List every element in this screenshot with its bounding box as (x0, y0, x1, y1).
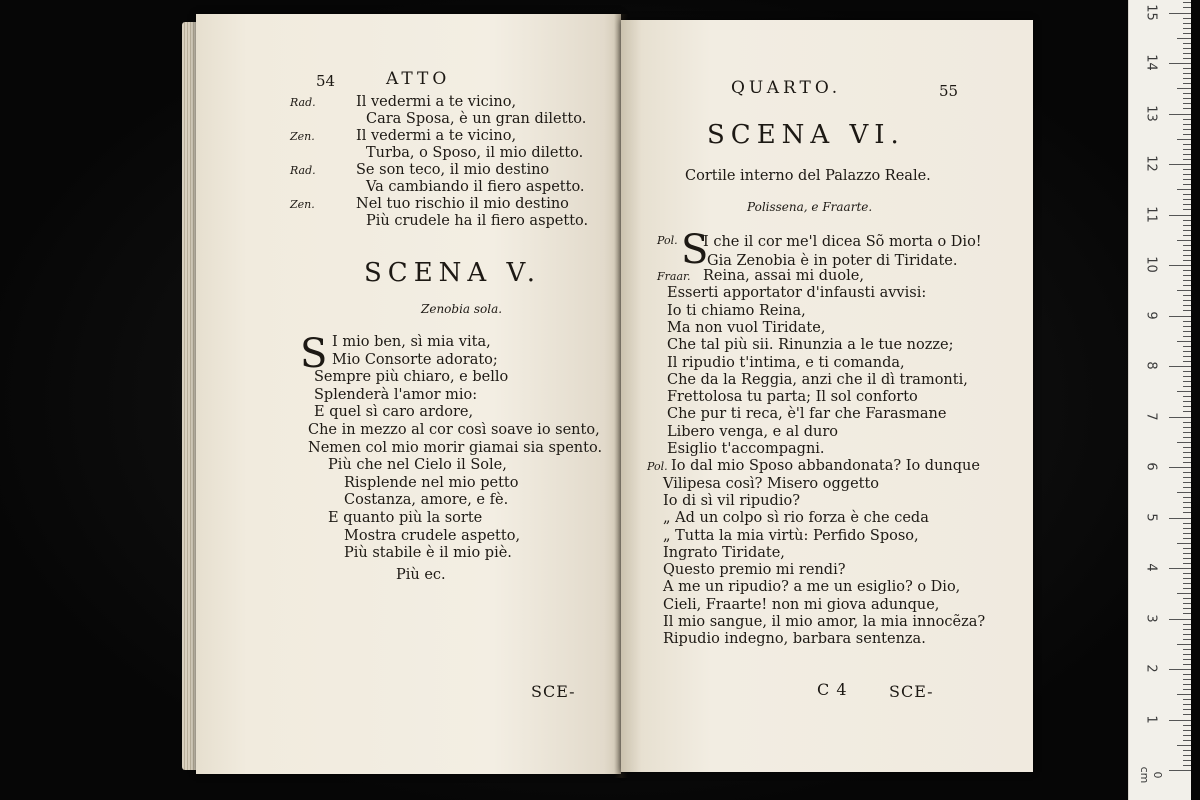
ruler-tick (1183, 83, 1191, 84)
drop-cap-initial: S (300, 331, 328, 377)
verse-line: Che tal più sii. Rinunzia a le tue nozze; (667, 337, 954, 354)
ruler-tick (1183, 755, 1191, 756)
ruler-tick (1169, 568, 1191, 569)
ruler-tick (1177, 391, 1191, 392)
ruler-tick (1183, 108, 1191, 109)
ruler-tick (1183, 411, 1191, 412)
verse-line: Il ripudio t'intima, e ti comanda, (667, 354, 905, 371)
ruler-tick (1183, 654, 1191, 655)
verse-line: Questo premio mi rendi? (663, 562, 846, 579)
aria-line: Più ec. (396, 567, 446, 584)
ruler-tick (1183, 295, 1191, 296)
speaker-label: Rad. (290, 164, 316, 177)
right-running-header: QUARTO. (731, 78, 842, 98)
ruler-tick (1183, 285, 1191, 286)
verse-line: Ingrato Tiridate, (663, 544, 785, 561)
verse-line: Se son teco, il mio destino (356, 162, 550, 178)
ruler-tick (1183, 735, 1191, 736)
ruler-tick (1169, 366, 1191, 367)
ruler-tick (1183, 98, 1191, 99)
verse-line: Io dal mio Sposo abbandonata? Io dunque (671, 458, 980, 475)
verse-line: Esserti apportator d'infausti avvisi: (667, 285, 927, 302)
ruler-tick (1183, 381, 1191, 382)
ruler-tick (1183, 487, 1191, 488)
ruler-tick (1183, 649, 1191, 650)
ruler-tick (1183, 664, 1191, 665)
ruler-tick (1169, 467, 1191, 468)
verse-line: Reina, assai mi duole, (703, 268, 864, 284)
verse-line: Turba, o Sposo, il mio diletto. (366, 145, 584, 161)
aria-line: E quel sì caro ardore, (314, 404, 474, 421)
verse-line: Libero venga, e al duro (667, 423, 839, 440)
ruler-tick (1183, 336, 1191, 337)
ruler-tick (1183, 124, 1191, 125)
ruler-tick (1183, 639, 1191, 640)
ruler-number: 9 (1143, 310, 1159, 320)
aria-line: Nemen col mio morir giamai sia spento. (308, 439, 603, 456)
right-page (621, 20, 1033, 772)
ruler-unit-label: 0 cm (1138, 766, 1164, 784)
verse-line: Io di sì vil ripudio? (663, 492, 800, 509)
ruler-tick (1183, 159, 1191, 160)
ruler-tick (1183, 119, 1191, 120)
ruler-tick (1183, 371, 1191, 372)
ruler-tick (1183, 280, 1191, 281)
left-page (196, 14, 621, 774)
ruler-tick (1183, 275, 1191, 276)
ruler-tick (1183, 376, 1191, 377)
ruler-tick (1183, 533, 1191, 534)
ruler-tick (1183, 725, 1191, 726)
verse-line: Cieli, Fraarte! non mi giova adunque, (663, 596, 940, 613)
verse-line: Che da la Reggia, anzi che il dì tramonti, (667, 371, 968, 388)
verse-line: Va cambiando il fiero aspetto. (366, 179, 585, 195)
verse-line: Nel tuo rischio il mio destino (356, 196, 569, 212)
ruler-tick (1183, 305, 1191, 306)
verse-line: Ripudio indegno, barbara sentenza. (663, 631, 926, 648)
ruler-tick (1183, 260, 1191, 261)
ruler-tick (1183, 457, 1191, 458)
ruler-tick (1183, 573, 1191, 574)
verse-line: Cara Sposa, è un gran diletto. (366, 111, 587, 127)
ruler-tick (1183, 699, 1191, 700)
ruler-tick (1183, 447, 1191, 448)
ruler-number: 8 (1143, 361, 1159, 370)
ruler-tick (1183, 245, 1191, 246)
ruler-number: 3 (1143, 613, 1159, 623)
ruler-number: 11 (1143, 205, 1159, 223)
ruler-tick (1169, 316, 1191, 317)
ruler-tick (1183, 129, 1191, 130)
ruler-tick (1183, 33, 1191, 34)
ruler-number: 2 (1143, 664, 1159, 673)
ruler-tick (1169, 265, 1191, 266)
ruler-tick (1183, 477, 1191, 478)
ruler-tick (1177, 189, 1191, 190)
ruler-tick (1183, 553, 1191, 554)
ruler-tick (1183, 629, 1191, 630)
ruler-tick (1183, 674, 1191, 675)
ruler-tick (1183, 199, 1191, 200)
aria-line: Più stabile è il mio piè. (344, 545, 512, 562)
ruler-tick (1169, 770, 1191, 771)
ruler-tick (1177, 694, 1191, 695)
ruler-tick (1183, 68, 1191, 69)
ruler-tick (1177, 593, 1191, 594)
ruler-tick (1183, 43, 1191, 44)
verse-line: Il vedermi a te vicino, (356, 128, 517, 144)
ruler-tick (1183, 174, 1191, 175)
ruler-number: 1 (1143, 714, 1159, 724)
ruler-tick (1183, 679, 1191, 680)
ruler-tick (1183, 53, 1191, 54)
ruler-tick (1183, 583, 1191, 584)
left-catchword: SCE- (531, 682, 576, 701)
ruler-tick (1183, 427, 1191, 428)
ruler-tick (1183, 310, 1191, 311)
ruler-tick (1183, 134, 1191, 135)
ruler-tick (1183, 765, 1191, 766)
measuring-ruler (1128, 0, 1191, 800)
ruler-tick (1183, 230, 1191, 231)
ruler-tick (1183, 255, 1191, 256)
ruler-tick (1183, 512, 1191, 513)
signature-mark: C 4 (817, 680, 848, 699)
verse-line: Ma non vuol Tiridate, (667, 319, 826, 336)
ruler-tick (1183, 149, 1191, 150)
ruler-number: 4 (1143, 563, 1159, 572)
verse-line: Più crudele ha il fiero aspetto. (366, 213, 589, 229)
ruler-tick (1177, 341, 1191, 342)
scene-vi-setting: Cortile interno del Palazzo Reale. (685, 168, 931, 184)
ruler-tick (1183, 482, 1191, 483)
ruler-tick (1169, 518, 1191, 519)
ruler-tick (1177, 644, 1191, 645)
ruler-number: 14 (1143, 54, 1159, 71)
ruler-tick (1177, 240, 1191, 241)
ruler-number: 10 (1143, 256, 1159, 273)
ruler-tick (1183, 93, 1191, 94)
ruler-tick (1183, 709, 1191, 710)
ruler-tick (1183, 73, 1191, 74)
ruler-tick (1183, 613, 1191, 614)
ruler-tick (1169, 417, 1191, 418)
ruler-tick (1183, 406, 1191, 407)
verse-line: I che il cor me'l dicea Sõ morta o Dio! (703, 234, 982, 250)
ruler-tick (1169, 13, 1191, 14)
ruler-tick (1183, 538, 1191, 539)
ruler-tick (1169, 619, 1191, 620)
ruler-tick (1183, 689, 1191, 690)
ruler-tick (1183, 7, 1191, 8)
ruler-tick (1183, 528, 1191, 529)
ruler-tick (1183, 502, 1191, 503)
ruler-tick (1183, 608, 1191, 609)
scene-v-subtitle: Zenobia sola. (421, 302, 503, 316)
ruler-tick (1183, 548, 1191, 549)
ruler-tick (1183, 194, 1191, 195)
ruler-tick (1183, 154, 1191, 155)
ruler-tick (1183, 28, 1191, 29)
verse-line: Vilipesa così? Misero oggetto (663, 475, 880, 492)
ruler-tick (1177, 543, 1191, 544)
ruler-tick (1169, 114, 1191, 115)
ruler-tick (1183, 235, 1191, 236)
right-page-number: 55 (939, 82, 959, 100)
aria-line: E quanto più la sorte (328, 510, 483, 526)
speaker-label: Rad. (290, 96, 316, 109)
ruler-tick (1169, 63, 1191, 64)
verse-line: „ Ad un colpo sì rio forza è che ceda (663, 510, 929, 527)
ruler-tick (1183, 204, 1191, 205)
ruler-number: 6 (1143, 462, 1159, 471)
verse-line: „ Tutta la mia virtù: Perfido Sposo, (663, 527, 919, 544)
ruler-tick (1183, 300, 1191, 301)
left-running-header: ATTO (386, 69, 451, 89)
ruler-number: 13 (1143, 104, 1159, 122)
ruler-tick (1177, 88, 1191, 89)
ruler-tick (1183, 250, 1191, 251)
ruler-tick (1177, 492, 1191, 493)
ruler-tick (1169, 720, 1191, 721)
aria-line: Risplende nel mio petto (344, 474, 519, 491)
ruler-tick (1183, 144, 1191, 145)
verse-line: Esiglio t'accompagni. (667, 441, 825, 457)
ruler-tick (1183, 603, 1191, 604)
ruler-tick (1183, 58, 1191, 59)
speaker-label: Fraar. (657, 270, 691, 283)
scene-vi-title: SCENA VI. (707, 120, 905, 150)
ruler-tick (1183, 351, 1191, 352)
aria-line: Sempre più chiaro, e bello (314, 369, 509, 386)
ruler-tick (1183, 684, 1191, 685)
ruler-tick (1183, 346, 1191, 347)
ruler-tick (1177, 745, 1191, 746)
ruler-tick (1183, 472, 1191, 473)
ruler-tick (1183, 356, 1191, 357)
ruler-tick (1183, 462, 1191, 463)
ruler-tick (1183, 225, 1191, 226)
ruler-tick (1177, 442, 1191, 443)
verse-line: Il vedermi a te vicino, (356, 94, 517, 110)
ruler-tick (1183, 558, 1191, 559)
ruler-tick (1183, 624, 1191, 625)
ruler-tick (1183, 740, 1191, 741)
open-book (178, 14, 1040, 784)
ruler-tick (1183, 704, 1191, 705)
ruler-tick (1183, 48, 1191, 49)
aria-line: Splenderà l'amor mio: (314, 386, 478, 403)
speaker-label: Pol. (647, 460, 668, 474)
ruler-tick (1183, 331, 1191, 332)
aria-line: I mio ben, sì mia vita, (332, 334, 491, 350)
ruler-tick (1183, 179, 1191, 180)
ruler-tick (1183, 497, 1191, 498)
ruler-tick (1169, 164, 1191, 165)
ruler-tick (1183, 750, 1191, 751)
drop-cap-initial: S (681, 227, 709, 273)
aria-line: Mio Consorte adorato; (332, 351, 498, 368)
verse-line: Che pur ti reca, è'l far che Farasmane (667, 406, 947, 423)
ruler-tick (1183, 103, 1191, 104)
ruler-tick (1169, 215, 1191, 216)
aria-line: Che in mezzo al cor così soave io sento, (308, 422, 600, 438)
ruler-tick (1183, 598, 1191, 599)
ruler-tick (1183, 432, 1191, 433)
ruler-number: 5 (1143, 512, 1159, 522)
ruler-tick (1183, 714, 1191, 715)
ruler-number: 15 (1143, 3, 1159, 21)
ruler-tick (1183, 507, 1191, 508)
ruler-tick (1177, 290, 1191, 291)
ruler-tick (1183, 523, 1191, 524)
speaker-label: Pol. (657, 234, 678, 247)
scene-v-title: SCENA V. (364, 258, 541, 288)
ruler-number: 12 (1143, 155, 1159, 172)
ruler-tick (1183, 209, 1191, 210)
aria-line: Costanza, amore, e fè. (344, 492, 509, 509)
ruler-tick (1183, 18, 1191, 19)
verse-line: A me un ripudio? a me un esiglio? o Dio, (663, 579, 961, 596)
ruler-tick (1169, 669, 1191, 670)
speaker-label: Zen. (290, 198, 315, 211)
ruler-tick (1183, 2, 1191, 3)
right-catchword: SCE- (889, 682, 934, 701)
ruler-tick (1177, 38, 1191, 39)
ruler-tick (1183, 422, 1191, 423)
ruler-tick (1183, 78, 1191, 79)
aria-line: Più che nel Cielo il Sole, (328, 457, 507, 474)
ruler-tick (1183, 659, 1191, 660)
ruler-number: 7 (1143, 411, 1159, 421)
verse-line: Frettolosa tu parta; Il sol conforto (667, 389, 918, 406)
ruler-tick (1183, 588, 1191, 589)
ruler-tick (1183, 184, 1191, 185)
ruler-tick (1183, 321, 1191, 322)
ruler-tick (1183, 401, 1191, 402)
ruler-tick (1183, 23, 1191, 24)
verse-line: Il mio sangue, il mio amor, la mia innocẽza? (663, 614, 986, 630)
ruler-tick (1183, 730, 1191, 731)
ruler-tick (1183, 361, 1191, 362)
left-page-number: 54 (316, 72, 336, 90)
ruler-tick (1183, 220, 1191, 221)
ruler-tick (1183, 326, 1191, 327)
ruler-tick (1183, 760, 1191, 761)
ruler-tick (1183, 169, 1191, 170)
aria-line: Mostra crudele aspetto, (344, 527, 521, 544)
speaker-label: Zen. (290, 130, 315, 143)
ruler-tick (1183, 386, 1191, 387)
verse-line: Gia Zenobia è in poter di Tiridate. (707, 253, 958, 269)
ruler-tick (1177, 139, 1191, 140)
ruler-tick (1183, 437, 1191, 438)
ruler-tick (1183, 563, 1191, 564)
ruler-tick (1183, 270, 1191, 271)
ruler-tick (1183, 578, 1191, 579)
scene-vi-characters: Polissena, e Fraarte. (747, 200, 873, 214)
ruler-tick (1183, 396, 1191, 397)
ruler-tick (1183, 452, 1191, 453)
ruler-tick (1183, 634, 1191, 635)
verse-line: Io ti chiamo Reina, (667, 302, 806, 319)
